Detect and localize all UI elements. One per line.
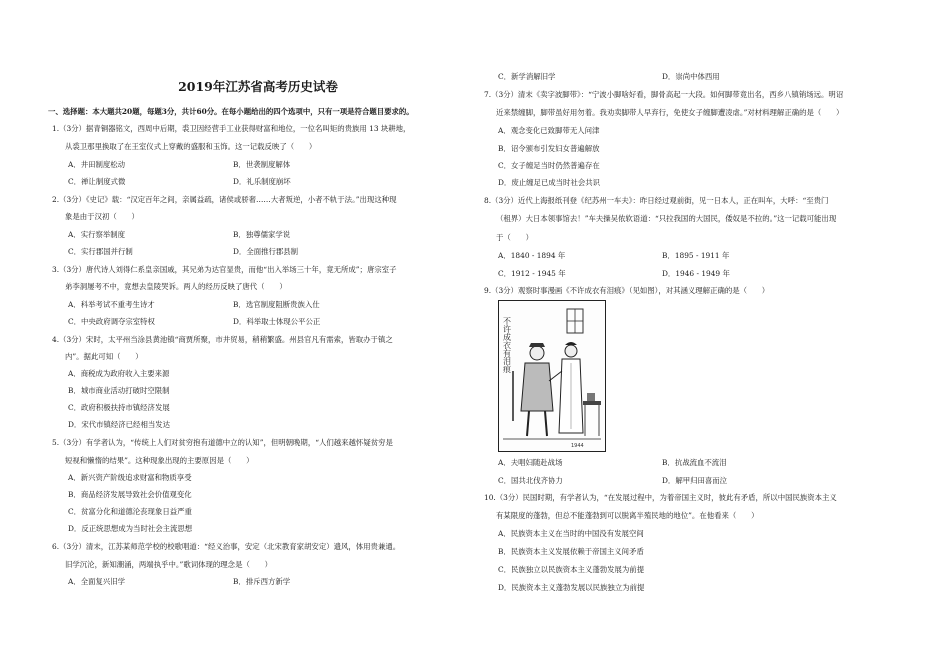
q5-option-d[interactable]: D．反正统思想成为当时社会主流思想 (68, 524, 193, 533)
q2-option-c[interactable]: C．实行郡国并行制 (68, 247, 133, 256)
q8-option-c[interactable]: C．1912 - 1945 年 (498, 269, 566, 278)
q4-line-2: 内”。据此可知（ ） (65, 352, 143, 361)
q6-option-c[interactable]: C．新学消解旧学 (498, 72, 556, 81)
q6-option-a[interactable]: A．全面复兴旧学 (68, 577, 126, 586)
q2-line-2: 象是由于汉初（ ） (65, 212, 139, 221)
q10-option-c[interactable]: C．民族独立以民族资本主义蓬勃发展为前提 (498, 565, 645, 574)
cartoon-caption: 不许成衣有泪痕 (502, 317, 512, 373)
q3-line-1: 3.（3分）唐代诗人刘得仁系皇亲国戚，其兄弟为达官显贵，而他“出入举场三十年，竟无所成”；唐宗室子 (52, 265, 397, 274)
q4-option-d[interactable]: D．宋代市镇经济已经相当发达 (68, 420, 171, 429)
q1-option-d[interactable]: D．礼乐制度崩坏 (233, 177, 291, 186)
q2-line-1: 2.（3分）《史记》载：“汉定百年之间，亲属益疏，诸侯或骄奢……大者叛逆，小者不轨于法。”出现这种现 (52, 195, 397, 204)
q5-option-c[interactable]: C．贫富分化和道德沦丧现象日益严重 (68, 507, 192, 516)
q5-line-1: 5.（3分）有学者认为，“传统上人们对贫穷抱有道德中立的认知”，但明朝晚期，“人们越来越怀疑贫穷是 (52, 438, 393, 447)
cartoon-image (498, 300, 606, 452)
q10-line-2: 有某限度的蓬勃，但总不能蓬勃到可以脱离半殖民地的地位”。在他看来（ ） (496, 511, 759, 520)
q9-option-d[interactable]: D．解甲归田喜而泣 (662, 476, 728, 485)
q5-line-2: 短视和懒惰的结果”。这种现象出现的主要原因是（ ） (65, 456, 254, 465)
section-heading: 一、选择题：本大题共20题，每题3分，共计60分。在每小题给出的四个选项中，只有一项是符合题目要求的。 (48, 107, 414, 116)
q8-option-d[interactable]: D．1946 - 1949 年 (662, 269, 730, 278)
q9-option-b[interactable]: B．抗战流血不流泪 (662, 458, 727, 467)
q9-line-1: 9.（3分）观察时事漫画《不许成衣有泪痕》（见如图），对其涵义理解正确的是（ ） (484, 286, 770, 295)
q2-option-b[interactable]: B．独尊儒家学说 (233, 230, 291, 239)
q7-line-1: 7.（3分）清末《卖字波脚带》：“宁波小脚啥好看，脚骨高起一大段。如何脚带竟出名，西乡八镇销场远。明诏 (484, 90, 844, 99)
q6-line-2: 旧学沉沦，新知潮涌，两端执乎中。”歌词体现的理念是（ ） (65, 560, 273, 569)
q1-line-1: 1.（3分）据青铜器铭文，西周中后期，裘卫因经营手工业获得财富和地位，一位名叫矩的贵族用 13 块耕地， (52, 124, 411, 133)
q3-option-b[interactable]: B．选官制度阻断贵族入仕 (233, 300, 320, 309)
q10-line-1: 10.（3分）民国时期，有学者认为，“在发展过程中，为着帝国主义时，彼此有矛盾，所以中国民族资本主义 (484, 493, 837, 502)
q7-option-d[interactable]: D．废止缠足已成当时社会共识 (498, 178, 601, 187)
q1-line-2: 从裘卫那里换取了在王室仪式上穿戴的盛服和玉饰。这一记载反映了（ ） (65, 142, 317, 151)
q7-option-c[interactable]: C．女子缠足当时仍然普遍存在 (498, 161, 600, 170)
q10-option-a[interactable]: A．民族资本主义在当时的中国没有发展空间 (498, 529, 644, 538)
q5-option-a[interactable]: A．新兴资产阶级追求财富和物质享受 (68, 473, 192, 482)
q9-option-a[interactable]: A．夫唱妇随赴战场 (498, 458, 563, 467)
q10-option-d[interactable]: D．民族资本主义蓬勃发展以民族独立为前提 (498, 583, 645, 592)
q3-option-a[interactable]: A．科举考试不重考生诗才 (68, 300, 155, 309)
q7-option-a[interactable]: A．观念变化已致脚带无人问津 (498, 126, 600, 135)
q8-line-2: （租界）大日本领事馆去！”车夫操吴侬软语道：“只拉我国的大国民，倭奴是不拉的。”这一记载可能出现 (496, 214, 837, 223)
cartoon-year: 1944 (571, 443, 584, 449)
q5-option-b[interactable]: B．商品经济发展导致社会价值观变化 (68, 490, 192, 499)
q4-option-c[interactable]: C．政府积极扶持市镇经济发展 (68, 403, 170, 412)
cartoon-illustration (499, 301, 605, 451)
q6-option-d[interactable]: D．崇尚中体西用 (662, 72, 720, 81)
q6-line-1: 6.（3分）清末，江苏某师范学校的校歌唱道：“经义治事，安定（北宋教育家胡安定）遗风，体用贵兼通。 (52, 542, 401, 551)
q4-line-1: 4.（3分）宋时，太平州当涂县黄池镇“商贾所聚，市井贸易，稍稍繁盛。州县官凡有需索，皆取办于镇之 (52, 335, 393, 344)
q3-option-c[interactable]: C．中央政府调夺宗室特权 (68, 317, 155, 326)
q1-option-b[interactable]: B．世袭制度解体 (233, 160, 291, 169)
q3-option-d[interactable]: D．科举取士体现公平公正 (233, 317, 321, 326)
q1-option-a[interactable]: A．井田制度松动 (68, 160, 126, 169)
q8-line-3: 于（ ） (496, 233, 533, 242)
q8-line-1: 8.（3分）近代上海报纸刊登《纪苏州一车夫》：昨日经过观前街，见一日本人，正在叫车，大呼：“至贵门 (484, 196, 829, 205)
q3-line-2: 弟李洞屡考不中，竟想去皇陵哭诉。两人的经历反映了唐代（ ） (65, 282, 287, 291)
q4-option-a[interactable]: A．商税成为政府收入主要来源 (68, 369, 170, 378)
q9-option-c[interactable]: C．国共北伐齐协力 (498, 476, 563, 485)
q8-option-a[interactable]: A．1840 - 1894 年 (498, 251, 566, 260)
q2-option-a[interactable]: A．实行察举制度 (68, 230, 126, 239)
page-title: 2019年江苏省高考历史试卷 (178, 79, 338, 94)
q10-option-b[interactable]: B．民族资本主义发展依赖于帝国主义间矛盾 (498, 547, 644, 556)
q4-option-b[interactable]: B．城市商业活动打破时空限制 (68, 386, 170, 395)
q7-line-2: 近来禁缠脚，脚带虽好用勿着。我劝卖脚带人早弃行，免使女子缠脚遭凌虐。”对材料理解正确的是（ ） (496, 108, 844, 117)
q1-option-c[interactable]: C．禅让制度式微 (68, 177, 126, 186)
q8-option-b[interactable]: B．1895 - 1911 年 (662, 251, 730, 260)
q7-option-b[interactable]: B．诏令颁布引发妇女普遍解放 (498, 144, 600, 153)
q2-option-d[interactable]: D．全面推行郡县制 (233, 247, 299, 256)
q6-option-b[interactable]: B．排斥西方新学 (233, 577, 291, 586)
